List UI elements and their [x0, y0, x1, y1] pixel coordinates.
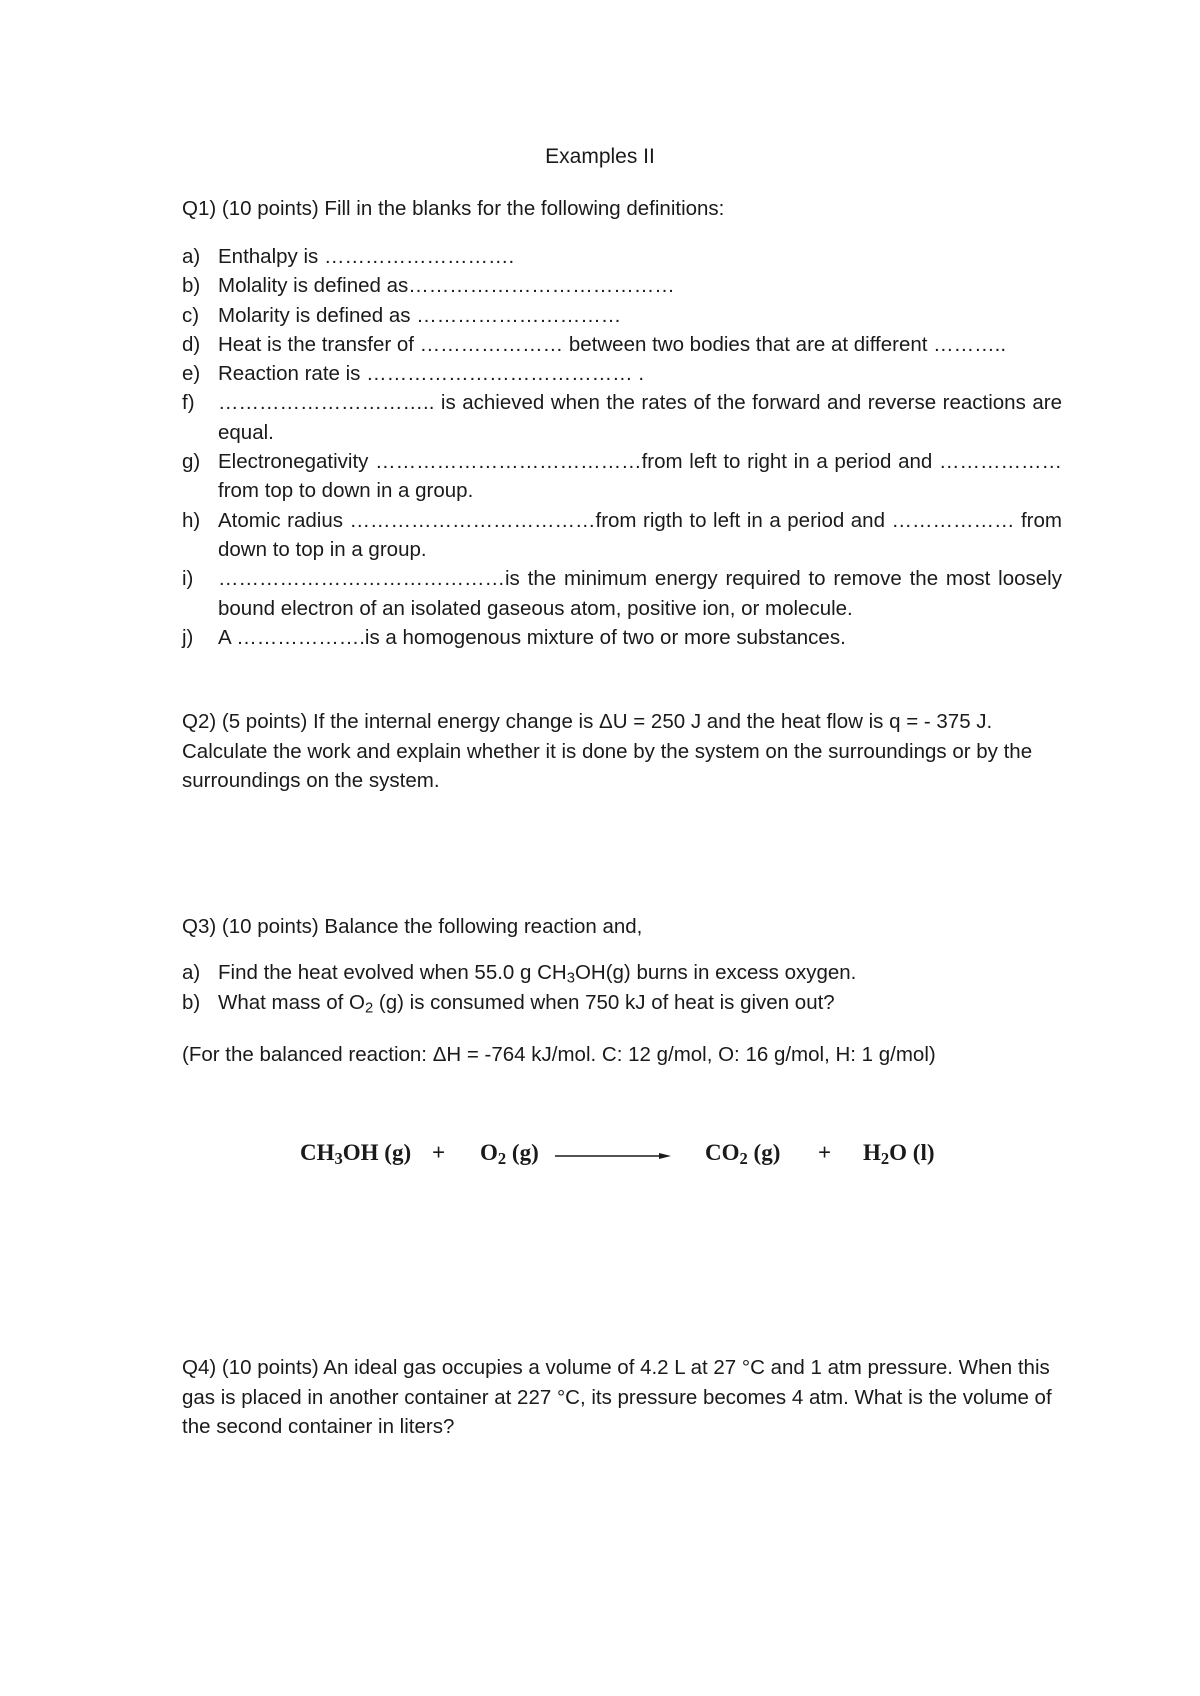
- plus-sign: +: [818, 1140, 832, 1165]
- list-item: [182, 301, 1062, 330]
- item-label: f): [182, 391, 195, 415]
- product-carbon-dioxide: $CO_2$ (g): [705, 1140, 781, 1169]
- q1-definitions-list: [182, 242, 1062, 652]
- q1-heading: Q1) (10 points) Fill in the blanks for the following definitions:: [182, 197, 725, 220]
- item-text-pre: Find the heat evolved when 55.0 g CH: [218, 961, 567, 984]
- chemical-equation: [300, 1140, 980, 1180]
- item-label: g): [182, 450, 201, 474]
- item-label: e): [182, 362, 201, 386]
- reaction-arrow-icon: [555, 1140, 675, 1168]
- item-text: Heat is the transfer of ………………… between two bodies that are at different ………..: [218, 332, 1007, 356]
- list-item: [182, 330, 1062, 359]
- item-text: Atomic radius ………………………………from rigth to left in a period and ……………… from down to top in a group.: [218, 508, 1062, 561]
- q2-question: Q2) (5 points) If the internal energy change is ΔU = 250 J and the heat flow is q = - 375 J. Calculate the work and explain whether it is done by the system on the surroundings or by the surroundings on the system.: [182, 710, 1033, 792]
- item-label: b): [182, 990, 201, 1014]
- item-text: ………………………….. is achieved when the rates of the forward and reverse reactions are equal.: [218, 391, 1062, 444]
- product-water: $H_2O$ (l): [863, 1140, 935, 1169]
- item-text: ……………………………………is the minimum energy required to remove the most loosely bound electron of an isolated gaseous atom, positive ion, or molecule.: [218, 567, 1062, 620]
- subscript: 2: [364, 1000, 374, 1017]
- item-text: Electronegativity …………………………………from left to right in a period and ……………… from top to down in a group.: [218, 450, 1062, 503]
- list-item: [182, 388, 1062, 447]
- item-label: c): [182, 303, 200, 327]
- plus-sign: +: [432, 1140, 446, 1165]
- list-item: [182, 359, 1062, 388]
- item-label: h): [182, 508, 201, 532]
- list-item: [182, 988, 1062, 1018]
- list-item: [182, 623, 1062, 652]
- item-text-pre: What mass of O: [218, 990, 365, 1014]
- list-item: [182, 506, 1062, 565]
- list-item: [182, 242, 1062, 271]
- item-text: A ……………….is a homogenous mixture of two or more substances.: [218, 625, 846, 649]
- q4-question: Q4) (10 points) An ideal gas occupies a volume of 4.2 L at 27 °C and 1 atm pressure. When this gas is placed in another container at 227 °C, its pressure becomes 4 atm. What is the volume of the second container in liters?: [182, 1356, 1052, 1438]
- list-item: [182, 271, 1062, 300]
- q3-data-note: (For the balanced reaction: ΔH = -764 kJ/mol. C: 12 g/mol, O: 16 g/mol, H: 1 g/mol): [182, 1043, 936, 1066]
- list-item: [182, 447, 1062, 506]
- item-label: j): [182, 625, 194, 649]
- item-text: Reaction rate is ………………………………… .: [218, 362, 645, 386]
- item-label: i): [182, 567, 194, 591]
- item-text: Molarity is defined as …………………………: [218, 303, 622, 327]
- item-text-post: (g) is consumed when 750 kJ of heat is given out?: [373, 990, 835, 1014]
- item-text-post: OH(g) burns in excess oxygen.: [574, 961, 857, 984]
- item-label: b): [182, 274, 201, 298]
- q3-subquestions: [182, 958, 1062, 1017]
- item-text: Enthalpy is ……………………….: [218, 245, 515, 268]
- reactant-methanol: $CH_3OH$ (g): [300, 1140, 412, 1169]
- q3-heading: Q3) (10 points) Balance the following reaction and,: [182, 915, 643, 938]
- reactant-oxygen: $O_2$ (g): [480, 1140, 539, 1169]
- list-item: [182, 564, 1062, 623]
- subscript: 3: [566, 970, 575, 987]
- item-label: a): [182, 961, 201, 984]
- page-title: Examples II: [545, 145, 655, 168]
- item-label: a): [182, 245, 201, 268]
- item-label: d): [182, 332, 201, 356]
- item-text: Molality is defined as…………………………………: [218, 274, 675, 298]
- list-item: [182, 958, 1062, 988]
